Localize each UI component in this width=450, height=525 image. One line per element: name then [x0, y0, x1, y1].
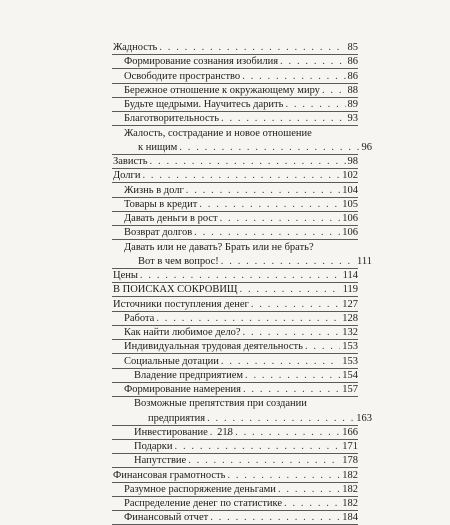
toc-entry-title: Финансовая грамотность: [113, 469, 226, 481]
dot-leader: [221, 113, 346, 125]
dot-leader: [242, 71, 345, 83]
dot-leader: [194, 227, 340, 239]
toc-entry-title: предприятия: [148, 412, 206, 424]
toc-entry-title: Цены: [113, 270, 138, 281]
toc-entry-title: Освободите пространство: [124, 70, 241, 82]
toc-page-number: 85: [347, 42, 358, 53]
row-rule: [112, 154, 358, 155]
dot-leader: [188, 455, 340, 467]
dot-leader: [221, 256, 355, 268]
row-rule: [112, 111, 358, 112]
toc-page-number: 182: [342, 498, 358, 509]
toc-page-number: 104: [342, 184, 358, 196]
dot-leader: [140, 270, 341, 282]
toc-page-number: 182: [342, 469, 358, 481]
row-rule: [112, 325, 358, 326]
toc-entry-title: Зависть: [113, 156, 148, 167]
toc-page-number: 93: [347, 113, 358, 125]
toc-page-number: 114: [342, 270, 358, 281]
dot-leader: [251, 299, 340, 311]
row-rule: [112, 396, 358, 397]
toc-entry-title: Инвестирование: [134, 426, 208, 438]
row-rule: [112, 296, 358, 297]
row-rule: [112, 425, 358, 426]
row-rule: [112, 510, 358, 511]
toc-page-number: 153: [342, 341, 358, 353]
dot-leader: [284, 498, 340, 510]
toc-page-number: 171: [342, 441, 358, 452]
row-rule: [112, 182, 358, 183]
dot-leader: [150, 156, 346, 168]
row-rule: [112, 382, 358, 383]
toc-page-number: 106: [342, 227, 358, 239]
dot-leader: [243, 327, 341, 339]
dot-leader: [322, 85, 346, 97]
dot-leader: [280, 56, 345, 68]
dot-leader: [245, 370, 340, 382]
row-rule: [112, 97, 358, 98]
dot-leader: [142, 170, 340, 182]
toc-page-number: 132: [342, 327, 358, 338]
dot-leader: [243, 384, 340, 396]
dot-leader: [179, 142, 359, 154]
toc-page-number: 166: [342, 426, 358, 438]
dot-leader: [159, 42, 345, 54]
toc-page-number: 182: [342, 483, 358, 495]
row-rule: [112, 467, 358, 468]
toc-entry-title: Владение предприятием: [134, 369, 243, 381]
row-rule: [112, 54, 358, 55]
toc-entry-title: Давать или не давать? Брать или не брать?: [124, 241, 314, 253]
toc-page-number: 111: [357, 255, 372, 267]
toc-page-number: 127: [342, 298, 358, 310]
toc-entry-title: Финансовый отчет: [124, 512, 209, 524]
toc-entry-title: Работа: [124, 312, 155, 324]
toc-page-number: 86: [347, 70, 358, 82]
toc-page-number: 88: [347, 84, 358, 96]
dot-leader: [305, 341, 340, 353]
row-rule: [112, 211, 358, 212]
row-rule: [112, 353, 358, 354]
toc-entry-title: Разумное распоряжение деньгами: [124, 483, 276, 495]
dot-leader: [285, 99, 345, 111]
row-rule: [112, 239, 358, 240]
toc-page-number: 153: [342, 355, 358, 367]
toc-page-number: 96: [361, 141, 372, 153]
dot-leader: [175, 441, 341, 453]
dot-leader: [220, 213, 341, 225]
dot-leader: [221, 356, 340, 368]
row-rule: [112, 125, 358, 126]
row-rule: [112, 225, 358, 226]
toc-entry-title: В ПОИСКАХ СОКРОВИЩ: [113, 284, 238, 296]
toc-entry-title: Жизнь в долг: [124, 184, 184, 196]
row-rule: [112, 268, 358, 269]
toc-entry-title: Подарки: [134, 441, 173, 452]
toc-entry-title: Как найти любимое дело?: [124, 327, 241, 338]
dot-leader: [227, 470, 340, 482]
toc-page-number: 119: [342, 284, 358, 296]
toc-entry-title: Возможные препятствия при создании: [134, 398, 307, 410]
dot-leader: [278, 484, 340, 496]
toc-entry-title: Благотворительность: [124, 113, 219, 125]
toc-entry-title: Товары в кредит: [124, 198, 198, 210]
toc-page-number: 98: [347, 156, 358, 167]
dot-leader: [186, 185, 340, 197]
toc-page-number: 128: [342, 312, 358, 324]
row-rule: [112, 311, 358, 312]
toc-page-number: 106: [342, 213, 358, 224]
toc-page-number: 178: [342, 455, 358, 467]
dot-leader: [199, 199, 340, 211]
row-rule: [112, 83, 358, 84]
toc-entry-title: Давать деньги в рост: [124, 213, 218, 224]
toc-entry-title: Индивидуальная трудовая деятельность: [124, 341, 303, 353]
row-rule: [112, 339, 358, 340]
toc-entry-title: Бережное отношение к окружающему миру: [124, 84, 320, 96]
row-rule: [112, 197, 358, 198]
row-rule: [112, 496, 358, 497]
toc-entry-title: Формирование намерения: [124, 384, 241, 395]
toc-page-number: 105: [342, 198, 358, 210]
row-rule: [112, 453, 358, 454]
toc-entry-title: Будьте щедрыми. Научитесь дарить: [124, 99, 284, 110]
toc-page-number: 184: [342, 512, 358, 524]
toc-page-number: 163: [356, 412, 372, 424]
row-rule: [112, 368, 358, 369]
toc-entry-title: Долги: [113, 170, 141, 182]
toc-page-number: 86: [347, 56, 358, 68]
row-rule: [112, 482, 358, 483]
dot-leader: [156, 313, 340, 325]
toc-entry-title: Социальные дотации: [124, 355, 219, 367]
toc-entry-title: Источники поступления денег: [113, 298, 249, 310]
row-rule: [112, 282, 358, 283]
toc-entry-title: Распределение денег по статистике: [124, 498, 283, 509]
row-rule: [112, 439, 358, 440]
toc-entry-title: Жадность: [113, 42, 158, 53]
dot-leader: [210, 512, 340, 524]
toc-page-number: 157: [342, 384, 358, 395]
toc-page-number: 89: [347, 99, 358, 110]
page-number: 218: [217, 427, 233, 438]
toc-entry-title: Напутствие: [134, 455, 187, 467]
toc-entry-title: Вот в чем вопрос!: [138, 255, 219, 267]
dot-leader: [240, 284, 341, 296]
toc-entry-title: к нищим: [138, 141, 178, 153]
row-rule: [112, 168, 358, 169]
toc-page-number: 102: [342, 170, 358, 182]
dot-leader: [207, 413, 354, 425]
toc-entry-title: Возврат долгов: [124, 227, 193, 239]
toc-page-number: 154: [342, 369, 358, 381]
toc-entry-title: Жалость, сострадание и новое отношение: [124, 127, 312, 139]
row-rule: [112, 68, 358, 69]
toc-entry-title: Формирование сознания изобилия: [124, 56, 279, 68]
